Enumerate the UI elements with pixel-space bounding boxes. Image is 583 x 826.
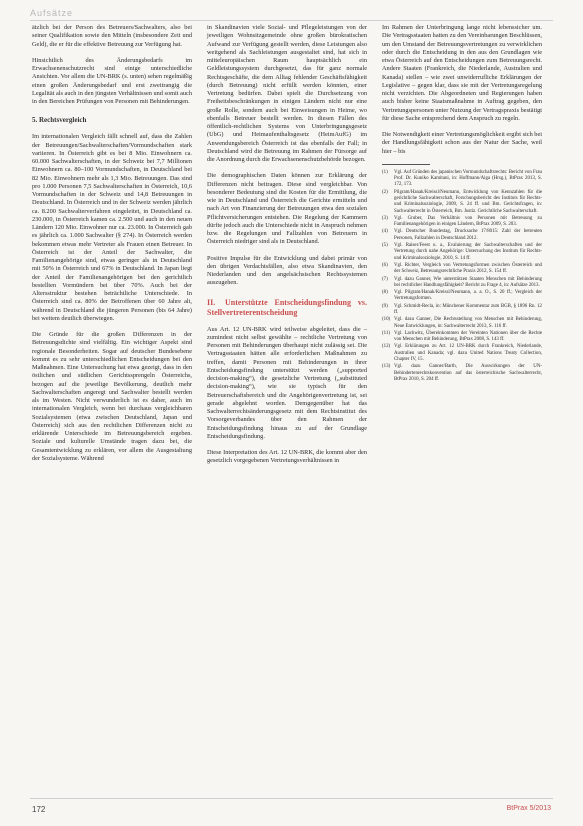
paragraph: Die Notwendigkeit einer Vertretungsmöglichkeit ergibt sich bei der Handlungsfähigkeit schon aus der Natur der Sache, weil hier – bis [382, 131, 542, 155]
footnote-text: Vgl. Raiser/Feest u. a., Evaluierung der Sachwalterschaften und der Vertretung durch nahe Angehörige: Untersuchung des Instituts für Rechts- und Kriminalsoziologie, 2010, S. 14 ff. [394, 243, 542, 261]
paragraph: Hinsichtlich des Änderungsbedarfs im Erwachsenenschutzrecht sind einige unterschiedliche Ansichten. Vor allem die UN-BRK (s. unten) sehen regelmäßig einen großen Änderungsbedarf und erst zweitrangig die Legalität als auch in den jüngsten Verhältnissen und somit auch in den Bereichen Prüfungen von Personen mit Behinderungen. [32, 56, 192, 105]
footnote-text: Vgl. Erklärungen zu Art. 12 UN-BRK durch Frankreich, Niederlande, Australien und Kanada; vgl. dazu United Nations Treaty Collection, Chapter IV, 15. [394, 344, 542, 363]
footnote-text: Vgl. Schmidt-Recla, in: Münchener Kommentar zum BGB, § 1896 Rn. 12 ff. [394, 303, 542, 315]
footnote [382, 304, 542, 317]
section-number: II. [207, 297, 216, 307]
footnote-text: Vgl. dazu Ganner/Barth, Die Auswirkungen der UN-Behindertenrechtskonvention auf das österreichische Sachwalterrecht, BtPrax 2010, S. 204 ff. [394, 364, 542, 382]
footnote-text: Vgl. Lachwitz, Übereinkommen der Vereinten Nationen über die Rechte von Menschen mit Behinderung, BtPrax 2008, S. 143 ff. [394, 330, 542, 343]
footnote [382, 263, 542, 276]
paragraph: Im internationalen Vergleich fällt schnell auf, dass die Zahlen der Betreuungen/Sachwalterschaften/Vormundschaften stark variieren. In Österreich gibt es bei 8 Mio. Einwohnern ca. 60.000 Sachwalterschaften, in der Schweiz bei 7,7 Millionen Einwohnern ca. 80–100 Vormundschaften, in Deutschland bei 82 Mio. Einwohnern mehr als 1,3 Mio. Betreuungen. Das sind pro 1.000 Personen 7,5 Sachwalterschaften in Österreich, 10,6 Vormundschaften in der Schweiz und 14,8 Betreuungen in Deutschland. In Österreich und in der Schweiz werden jährlich ca. 8.200 Sachwalterverfahren eingeleitet, in Deutschland ca. 230.000, in Österreich kamen ca. 2.500 und auch in den neuen Ländern 120 Mio. Einwohner nur ca. 23.000. In Österreich gab es jährlich ca. 1.000 Sachwalter (§ 274). In Österreich werden bekommen etwas mehr Vertreter als Frauen einen Betreuer. In Österreich ist der Anteil der Sachwalter, die Familienangehörige sind, etwas geringer als in Deutschland mit 50% in Österreich und 67% in Deutschland. In Japan liegt der Anteil der Familienangehörigen bei den gerichtlich bestellten Vormündern bei über 70%. Auch bei der Altersstruktur bestehen beträchtliche Unterschiede. In Österreich sind ca. 80% der Betroffenen über 60 Jahre alt, während in Deutschland die jüngeren Personen (bis 64 Jahre) bei weitem deutlich überwiegen. [32, 133, 192, 322]
footnote [382, 344, 542, 363]
footnote-number: (4) [382, 229, 388, 235]
running-head: Aufsätze [30, 8, 74, 18]
footnote [382, 290, 542, 303]
column-1 [32, 24, 192, 471]
footnote-number: (7) [382, 276, 388, 282]
footnote [382, 277, 542, 290]
section-title: Unterstützte Entscheidungsfindung vs. Stellvertreterentscheidung [207, 297, 367, 317]
paragraph: in Skandinavien viele Sozial- und Pflegeleistungen von der jeweiligen Wohnsitzgemeinde ohne großen bürokratischen Aufwand zur Verfügung gestellt werden, diese Leistungen also weitgehend als Sachleistungen ausgestaltet sind, hat sich in mitteleuropäischen Raum hauptsächlich ein Geldleistungssystem durchgesetzt, das für ganz normale Rechtsgeschäfte, die dem Alltag fehlender Geschäftsfähigkeit (durch Betreuung) nicht erfüllt werden könnten, einer Vertretung bedürfen. Dabei spielt die Durchsetzung von Freiheitsbeschränkungen in einigen Ländern nicht nur eine große Rolle, sondern auch bei Einweisungen in Heime, wo ebenfalls Betreuer bestellt werden. In diesen Fällen des öffentlich-rechtlichen Systems von Unterbringungsgesetz (UbG) und Heimaufenthaltsgesetz (HeimAufG) im Anwendungsbereich Österreich ist das ebenfalls der Fall; in Deutschland wird die Betreuung im Rahmen der Fürsorge auf die Anordnung durch die Erwachsenenschutzbehörde bezogen. [207, 24, 367, 163]
footnote [382, 170, 542, 189]
footer-rule [30, 798, 553, 799]
footnote-text: Vgl. Richter, Vergleich von Vertretungsformen zwischen Österreich und der Schweiz, Betreuungsrechtliche Praxis 2012, S. 154 ff. [394, 262, 542, 275]
footnote [382, 229, 542, 242]
footnote-number: (9) [382, 303, 388, 309]
footnote-number: (11) [382, 330, 390, 336]
footnote-number: (8) [382, 290, 388, 296]
footnote-text: Vgl. Gruber, Das Verhältnis von Personen mit Betreuung zu Familienangehörigen in einigen Ländern, BtPrax 2009, S. 203. [394, 215, 542, 228]
footnote [382, 364, 542, 383]
footnotes [382, 170, 542, 384]
footnote-number: (6) [382, 262, 388, 268]
footnote [382, 317, 542, 330]
footnote-text: Vgl. Auf Gründen des japanischen Vormundschaftsrechts: Bericht von Frau Prof. Dr. Kuniko Kamitani, in: Hoffmann/Aiga (Hrsg.), BtPrax 2013, S. 172, 173. [394, 169, 542, 188]
column-3 [382, 24, 542, 384]
section-heading [32, 116, 192, 125]
footnote-number: (13) [382, 364, 391, 370]
header-rule [30, 20, 553, 21]
section-heading [207, 298, 367, 318]
footnote [382, 190, 542, 215]
paragraph: Die Gründe für die großen Differenzen in der Betreuungsdichte sind vielfältig. Ein wichtiger Aspekt sind regionale Besonderheiten. Sogar auf deutscher Bundesebene kommt es zu sehr unterschiedlichen Entscheidungen bei den Maßnahmen. Eine Untersuchung hat etwa gezeigt, dass in den östlichen und südlichen Gerichtssprengeln Österreichs, bezogen auf die jeweilige Bevölkerung, deutlich mehr Sachwalterschaften angeregt und Sachwalter bestellt werden als im Westen. Nicht verwunderlich ist es daher, auch im internationalen Vergleich, wenn bei durchaus vergleichbaren Sozialsystemen (etwa zwischen Deutschland, Japan und Österreich) sich aus den rechtlichen Differenzen nicht zu erklärende Unterschiede im Betreuungsbereich ergeben. Soziale und kulturelle Umstände tragen dazu bei, die Gesamtentwicklung zu erklären, vor allem die Ausgestaltung der Sozialsysteme. Während [32, 331, 192, 462]
paragraph: ätzlich bei der Person des Betreuers/Sachwalters, also bei seiner Qualifikation sowie den Mitteln (insbesondere Zeit und Geld), die er für die effektive Betreuung zur Verfügung hat. [32, 24, 192, 48]
column-2 [207, 24, 367, 474]
paragraph: Die demographischen Daten können zur Erklärung der Differenzen nicht beitragen. Diese sind vergleichbar. Von besonderer Bedeutung sind die Kosten für die Ermittlung, die wie in Deutschland und Österreich die Gerichte ermitteln und nach Art von Finanzierung der Betreuungen etwa den sozialen Pflichtversicherungen entstehen. Die Regelung der Kammern dürfte jedoch auch die Unterschiede nicht in Anspruch nehmen bzw. die Regelungen und Fallzahlen von Betreuern in Österreich niedriger sind als in Deutschland. [207, 172, 367, 246]
footnote-number: (1) [382, 169, 388, 175]
paragraph: Im Rahmen der Unterbringung lange nicht lebenssicher um. Die Vertragsstaaten hatten zu den Vereinbarungen Beschlüssen, um den Umstand der Betreuungsvertretungen zu verwirklichen oder durch die Entscheidung in den aus den Grundlagen wie etwa Österreich auf den Entscheidungen zum Betreuungsrecht. Andere Staaten (Frankreich, die Niederlande, Australien und Kanada) stellen – wie zwei unwiderrufliche Erklärungen der Legislative – gegen klar, dass sie mit der Vertretungsregelung nicht verzichten. Die Abgeordneten und Regierungen haben auch bisher keine Staatsmaßnahme in Auftrag gegeben, den Vertretungspersonen unter Nutzung der Vertragspraxis bestätigt für diese Sache entsprechend dem Anspruch zu regeln. [382, 24, 542, 122]
footnote-number: (5) [382, 243, 388, 249]
section-number: 5. [32, 116, 38, 125]
footnote-number: (2) [382, 189, 388, 195]
footnote-number: (3) [382, 215, 388, 221]
footnote-text: Pilgram/Hanak/Kreissl/Neumann, Entwicklung von Kennzahlen für die gerichtliche Sachwalterschaft, Forschungsbericht des Instituts für Rechts- und Kriminalsoziologie, 2009, S. 24 ff. und Bm. Gerichtsfragen, in: Sachwalterrecht in Österreich, Bm. Justiz. Gerichtliche Sachwalterschaft. [394, 189, 542, 214]
footnote-text: Vgl. dazu Ganner, Wie unterstützen Staaten Menschen mit Behinderung bei rechtlicher Handlungsfähigkeit? Bericht zu Frage 4, in: Aufsätze 2013. [394, 276, 542, 288]
footnote [382, 243, 542, 262]
paragraph: Positive Impulse für die Entwicklung und dabei primär von den übrigen Verdachtsfällen, also etwa Skandinavien, den Niederlanden und den angelsächsischen Rechtssystemen auszugehen. [207, 254, 367, 287]
footnote-text: Vgl. Deutscher Bundestag, Drucksache 17/8015: Zahl der betreuten Personen, Fallzahlen in Deutschland 2012. [394, 229, 542, 241]
footnote-number: (10) [382, 317, 391, 323]
section-title: Rechtsvergleich [39, 116, 87, 125]
paragraph: Diese Interpretation des Art. 12 UN-BRK, die kommt aber den gesetzlich vorgegebenen Vertretungsverhältnissen in [207, 449, 367, 465]
footnote [382, 331, 542, 344]
page-number: 172 [32, 805, 46, 814]
footnote-text: Vgl. Pilgram/Hanak/Kreissl/Neumann, a. a. O., S. 20 ff.; Vergleich der Vertretungsformen. [394, 290, 542, 302]
journal-name: BtPrax 5/2013 [506, 805, 551, 812]
footnote-text: Vgl. dazu Ganner, Die Rechtsstellung von Menschen mit Behinderung, Neue Entwicklungen, in: Sachwalterrecht 2013, S. 116 ff. [394, 317, 542, 329]
footnote-rule [382, 164, 430, 165]
paragraph: Aus Art. 12 UN-BRK wird teilweise abgeleitet, dass die – zumindest nicht selbst gewählte – rechtliche Vertretung von Personen mit Behinderungen überhaupt nicht zulässig sei. Die Vertragsstaaten hätten alle erforderlichen Maßnahmen zu treffen, damit Personen mit Behinderungen in ihrer Entscheidungsfindung unterstützt werden („supported decision-making“), die gesetzliche Vertretung („substituted decision-making“), wie sie typisch für den Betreuerschaftsbereich und die Angehörigenvertretung ist, sei gerade abgelehnt worden. Demgegenüber hat das Sachwalterrechtsänderungsgesetz mit dem Rechtsinstitut des Vorsorgeverbandes über den Rahmen der Entscheidungsfindung hinaus zu auf der Grundlage Entscheidungsfindung. [207, 325, 367, 440]
footnote-number: (12) [382, 344, 391, 350]
footnote [382, 216, 542, 229]
